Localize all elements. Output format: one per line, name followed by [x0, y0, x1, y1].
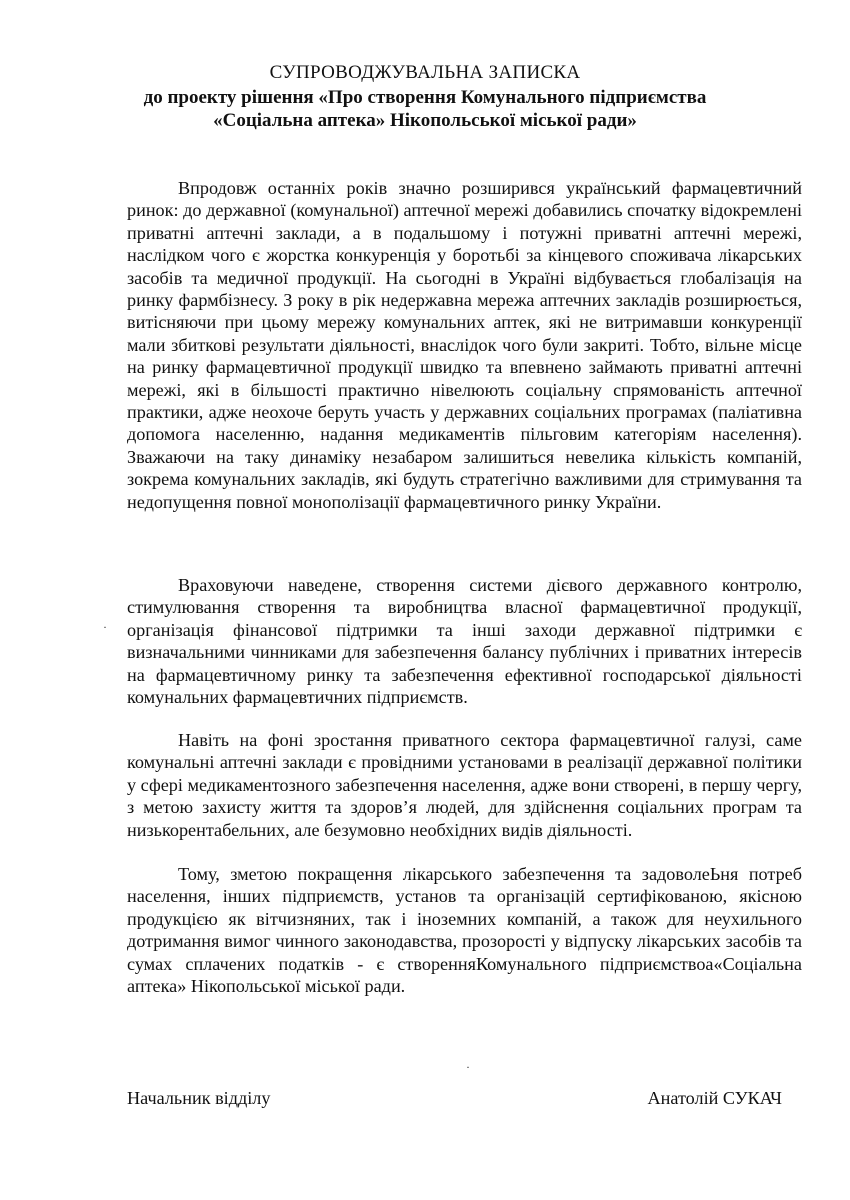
document-subtitle-line-1: до проекту рішення «Про створення Комунального підприємства [143, 87, 707, 108]
paragraph-communal-pharmacies-role: Навіть на фоні зростання приватного сектора фармацевтичної галузі, саме комунальні аптечні заклади є провідними установами в реалізації державної політики у сфері медикаментозного забезпечення населення, адже вони створені, в першу чергу, з метою захисту життя та здоров’я людей, для здійснення соціальних програм та низькорентабельних, але безумовно необхідних видів діяльності. [127, 730, 802, 840]
paragraph-state-support: Враховуючи наведене, створення системи дієвого державного контролю, стимулювання створення та виробництва власної фармацевтичної продукції, організація фінансової підтримки та інші заходи державної підтримки є визначальними чинниками для забезпечення балансу публічних і приватних інтересів на фармацевтичному ринку та забезпечення ефективної господарської діяльності комунальних фармацевтичних підприємств. [127, 575, 802, 708]
document-subtitle-line-2: «Соціальна аптека» Нікопольської міської ради» [213, 110, 637, 131]
scan-mark-dot: · [103, 620, 107, 634]
paragraph-market-overview: Впродовж останніх років значно розширився український фармацевтичний ринок: до державної (комунальної) аптечної мережі добавились спочатку відокремлені приватні аптечні заклади, а в подальшому і потужні приватні аптечні мережі, наслідком чого є жорстка конкуренція у боротьбі за кінцевого споживача лікарських засобів та медичної продукції. На сьогодні в Україні відбувається глобалізація на ринку фармбізнесу. З року в рік недержавна мережа аптечних закладів розширюється, витісняючи при цьому мережу комунальних аптек, які не витримавши конкуренції мали збиткові результати діяльності, внаслідок чого були закриті. Тобто, вільне місце на ринку фармацевтичної продукції швидко та впевнено займають приватні аптечні мережі, які в більшості практично нівелюють соціальну спрямованість аптечної практики, адже неохоче беруть участь у державних соціальних програмах (паліативна допомога населенню, надання медикаментів пільговим категоріям населення). Зважаючи на таку динаміку незабаром залишиться невелика кількість компаній, зокрема комунальних закладів, які будуть стратегічно важливими для стримування та недопущення повної монополізації фармацевтичного ринку України. [127, 178, 802, 512]
signature-name: Анатолій СУКАЧ [647, 1088, 782, 1108]
scan-mark-dot: · [466, 1060, 470, 1074]
paragraph-conclusion: Тому, зметою покращення лікарського забезпечення та задоволеЬня потреб населення, інших підприємств, установ та організацій сертифікованою, якісною продукцією як вітчизняних, так і іноземних компаній, а також для неухильного дотримання вимог чинного законодавства, прозорості у відпуску лікарських засобів та сумах сплачених податків - є створенняКомунального підприємствоа«Соціальна аптека» Нікопольської міської ради. [127, 864, 802, 997]
signature-position: Начальник відділу [127, 1088, 271, 1108]
document-title: СУПРОВОДЖУВАЛЬНА ЗАПИСКА [269, 62, 581, 83]
